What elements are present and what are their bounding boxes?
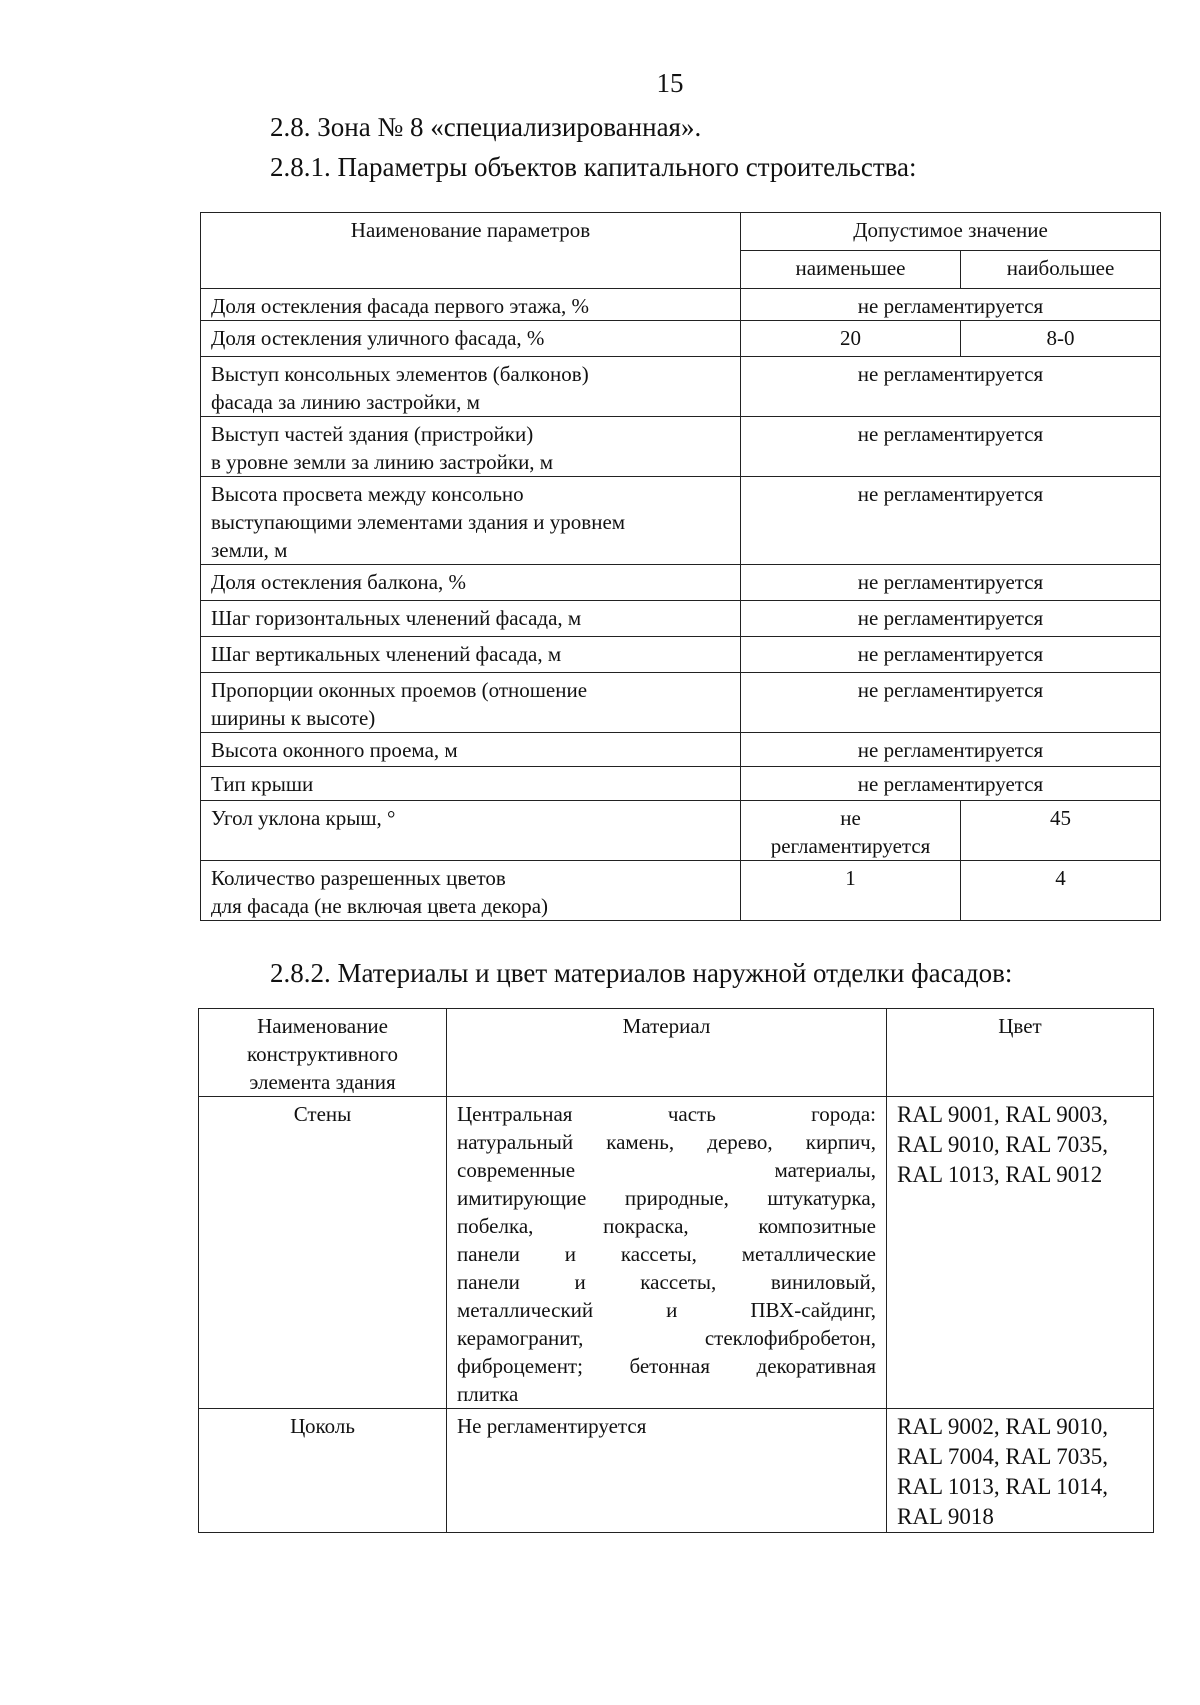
param-value-min — [741, 801, 961, 861]
param-name-cell — [201, 601, 741, 637]
header-min: наименьшее — [741, 251, 961, 289]
param-name-line: фасада за линию застройки, м — [211, 390, 480, 414]
param-name-line: Угол уклона крыш, ° — [211, 806, 396, 830]
header-allowed-value: Допустимое значение — [741, 213, 1161, 251]
param-row — [201, 637, 1161, 673]
param-name-cell — [201, 477, 741, 565]
material-line: фиброцемент; бетонная декоративная — [457, 1354, 876, 1378]
material-line: имитирующие природные, штукатурка, — [457, 1186, 876, 1210]
material-row — [199, 1097, 1154, 1409]
param-name-cell — [201, 289, 741, 321]
header-element — [199, 1009, 447, 1097]
params-body — [201, 289, 1161, 921]
material-line: побелка, покраска, композитные — [457, 1214, 876, 1238]
param-value-min: 20 — [741, 321, 961, 357]
param-name-cell — [201, 673, 741, 733]
param-name-line: Высота оконного проема, м — [211, 738, 458, 762]
header-element-line: Наименование — [257, 1014, 388, 1038]
param-value-merged: не регламентируется — [741, 477, 1161, 565]
color-cell — [887, 1409, 1154, 1533]
material-line: керамогранит, стеклофибробетон, — [457, 1326, 876, 1350]
param-min-line: не — [840, 806, 861, 830]
param-name-cell — [201, 357, 741, 417]
material-cell — [447, 1097, 887, 1409]
header-param-name: Наименование параметров — [201, 213, 741, 289]
param-value-merged: не регламентируется — [741, 673, 1161, 733]
param-name-line: для фасада (не включая цвета декора) — [211, 894, 549, 918]
param-row — [201, 321, 1161, 357]
params-table — [200, 212, 1161, 921]
param-value-merged: не регламентируется — [741, 357, 1161, 417]
material-row — [199, 1409, 1154, 1533]
section-heading-materials: 2.8.2. Материалы и цвет материалов наружной отделки фасадов: — [270, 958, 1013, 988]
color-line: RAL 1013, RAL 1014, — [897, 1474, 1109, 1499]
material-line: Не регламентируется — [457, 1414, 647, 1438]
material-line: панели и кассеты, металлические — [457, 1242, 876, 1266]
param-name-line: Шаг вертикальных членений фасада, м — [211, 642, 562, 666]
param-name-line: Пропорции оконных проемов (отношение — [211, 678, 588, 702]
param-name-cell — [201, 565, 741, 601]
param-name-line: Высота просвета между консольно — [211, 482, 524, 506]
header-color: Цвет — [887, 1009, 1154, 1097]
section-heading-zone: 2.8. Зона № 8 «специализированная». — [270, 112, 702, 142]
param-row — [201, 477, 1161, 565]
param-name-line: выступающими элементами здания и уровнем — [211, 510, 626, 534]
param-value-max: 8-0 — [961, 321, 1161, 357]
param-row — [201, 861, 1161, 921]
param-name-cell — [201, 321, 741, 357]
header-element-line: элемента здания — [249, 1070, 396, 1094]
header-max: наибольшее — [961, 251, 1161, 289]
color-line: RAL 9001, RAL 9003, — [897, 1102, 1109, 1127]
param-row — [201, 357, 1161, 417]
param-name-line: Доля остекления фасада первого этажа, % — [211, 294, 590, 318]
param-name-line: в уровне земли за линию застройки, м — [211, 450, 554, 474]
param-row — [201, 767, 1161, 801]
materials-header-row — [199, 1009, 1154, 1097]
color-line: RAL 7004, RAL 7035, — [897, 1444, 1109, 1469]
param-value-merged: не регламентируется — [741, 767, 1161, 801]
header-material: Материал — [447, 1009, 887, 1097]
param-value-max: 45 — [961, 801, 1161, 861]
material-line: Центральная часть города: — [457, 1102, 876, 1126]
material-line: панели и кассеты, виниловый, — [457, 1270, 876, 1294]
param-value-merged: не регламентируется — [741, 289, 1161, 321]
param-row — [201, 733, 1161, 767]
param-name-cell — [201, 733, 741, 767]
page-number: 15 — [656, 68, 684, 98]
param-value-merged: не регламентируется — [741, 601, 1161, 637]
material-line: металлический и ПВХ-сайдинг, — [457, 1298, 876, 1322]
element-cell: Цоколь — [199, 1409, 447, 1533]
param-name-line: Доля остекления балкона, % — [211, 570, 467, 594]
param-name-line: Выступ частей здания (пристройки) — [211, 422, 534, 446]
color-line: RAL 9002, RAL 9010, — [897, 1414, 1109, 1439]
materials-table — [198, 1008, 1154, 1533]
param-name-line: земли, м — [211, 538, 288, 562]
param-value-min: 1 — [741, 861, 961, 921]
material-line: современные материалы, — [457, 1158, 876, 1182]
param-name-line: Тип крыши — [211, 772, 314, 796]
color-line: RAL 9010, RAL 7035, — [897, 1132, 1109, 1157]
param-name-line: Выступ консольных элементов (балконов) — [211, 362, 589, 386]
color-line: RAL 1013, RAL 9012 — [897, 1162, 1103, 1187]
param-name-line: ширины к высоте) — [211, 706, 376, 730]
color-cell — [887, 1097, 1154, 1409]
param-row — [201, 417, 1161, 477]
param-value-merged: не регламентируется — [741, 565, 1161, 601]
section-heading-params: 2.8.1. Параметры объектов капитального строительства: — [270, 152, 917, 182]
param-name-cell — [201, 767, 741, 801]
header-element-line: конструктивного — [247, 1042, 398, 1066]
param-value-merged: не регламентируется — [741, 733, 1161, 767]
param-row — [201, 565, 1161, 601]
color-line: RAL 9018 — [897, 1504, 994, 1529]
material-line: плитка — [457, 1382, 519, 1406]
materials-body — [199, 1097, 1154, 1533]
param-row — [201, 673, 1161, 733]
param-name-line: Шаг горизонтальных членений фасада, м — [211, 606, 582, 630]
param-name-line: Количество разрешенных цветов — [211, 866, 506, 890]
param-name-cell — [201, 637, 741, 673]
param-value-merged: не регламентируется — [741, 417, 1161, 477]
param-value-max: 4 — [961, 861, 1161, 921]
param-name-line: Доля остекления уличного фасада, % — [211, 326, 545, 350]
param-name-cell — [201, 861, 741, 921]
param-row — [201, 801, 1161, 861]
material-cell — [447, 1409, 887, 1533]
param-value-merged: не регламентируется — [741, 637, 1161, 673]
param-row — [201, 289, 1161, 321]
param-name-cell — [201, 801, 741, 861]
param-name-cell — [201, 417, 741, 477]
param-min-line: регламентируется — [770, 834, 931, 858]
params-header-row — [201, 213, 1161, 251]
param-row — [201, 601, 1161, 637]
element-cell: Стены — [199, 1097, 447, 1409]
material-line: натуральный камень, дерево, кирпич, — [457, 1130, 876, 1154]
